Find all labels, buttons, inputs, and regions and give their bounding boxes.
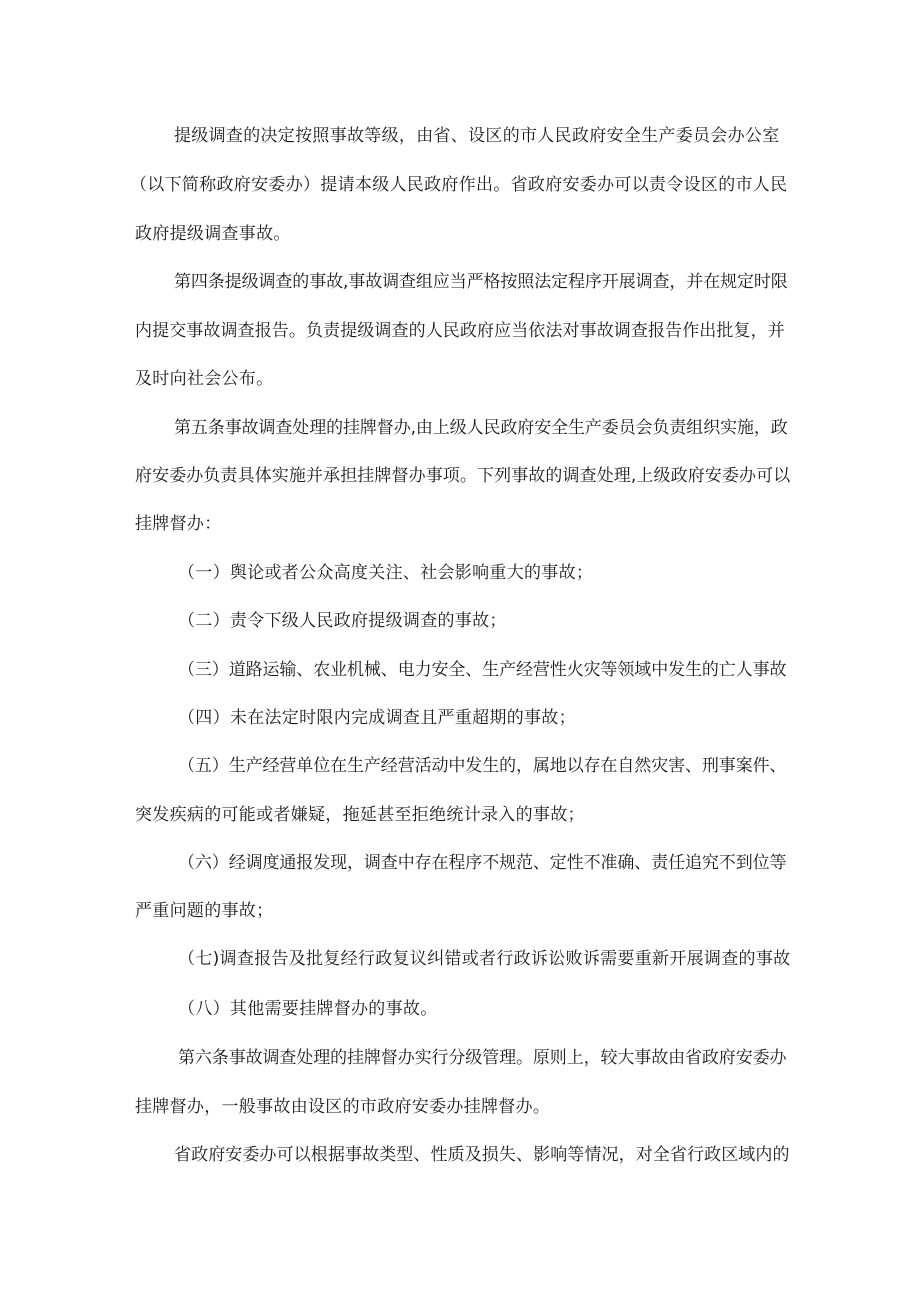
list-item: （八）其他需要挂牌督办的事故。	[178, 999, 438, 1019]
text-line: 政府提级调查事故。	[135, 224, 291, 244]
list-item: （一）舆论或者公众高度关注、社会影响重大的事故；	[178, 563, 594, 583]
text-line: 提级调查的决定按照事故等级，由省、设区的市人民政府安全生产委员会办公室	[174, 126, 780, 146]
text-line: 第五条事故调查处理的挂牌督办,由上级人民政府安全生产委员会负责组织实施，政	[174, 418, 788, 438]
text-line: 严重问题的事故；	[135, 901, 274, 921]
list-item: （七)调查报告及批复经行政复议纠错或者行政诉讼败诉需要重新开展调查的事故	[178, 949, 791, 969]
text-line: 挂牌督办：	[135, 514, 222, 534]
text-line: 挂牌督办，一般事故由设区的市政府安委办挂牌督办。	[135, 1097, 551, 1117]
list-item: （六）经调度通报发现，调查中存在程序不规范、定性不准确、责任追究不到位等	[178, 853, 787, 873]
text-line: 突发疾病的可能或者嫌疑，拖延甚至拒绝统计录入的事故；	[135, 805, 585, 825]
list-item: （五）生产经营单位在生产经营活动中发生的，属地以存在自然灾害、刑事案件、	[178, 756, 787, 776]
text-line: 府安委办负责具体实施并承担挂牌督办事项。下列事故的调查处理,上级政府安委办可以	[135, 466, 791, 486]
text-line: （以下简称政府安委办）提请本级人民政府作出。省政府安委办可以责令设区的市人民	[130, 175, 788, 195]
list-item: （二）责令下级人民政府提级调查的事故；	[178, 611, 507, 631]
text-line: 第四条提级调查的事故,事故调查组应当严格按照法定程序开展调查，并在规定时限	[174, 272, 788, 292]
text-line: 及时向社会公布。	[135, 369, 274, 389]
text-line: 第六条事故调查处理的挂牌督办实行分级管理。原则上，较大事故由省政府安委办	[178, 1048, 787, 1068]
list-item: （三）道路运输、农业机械、电力安全、生产经营性火灾等领域中发生的亡人事故	[178, 660, 787, 680]
text-line: 内提交事故调查报告。负责提级调查的人民政府应当依法对事故调查报告作出批复，并	[135, 321, 785, 341]
list-item: （四）未在法定时限内完成调查且严重超期的事故；	[178, 708, 576, 728]
text-line: 省政府安委办可以根据事故类型、性质及损失、影响等情况，对全省行政区域内的	[174, 1145, 790, 1165]
